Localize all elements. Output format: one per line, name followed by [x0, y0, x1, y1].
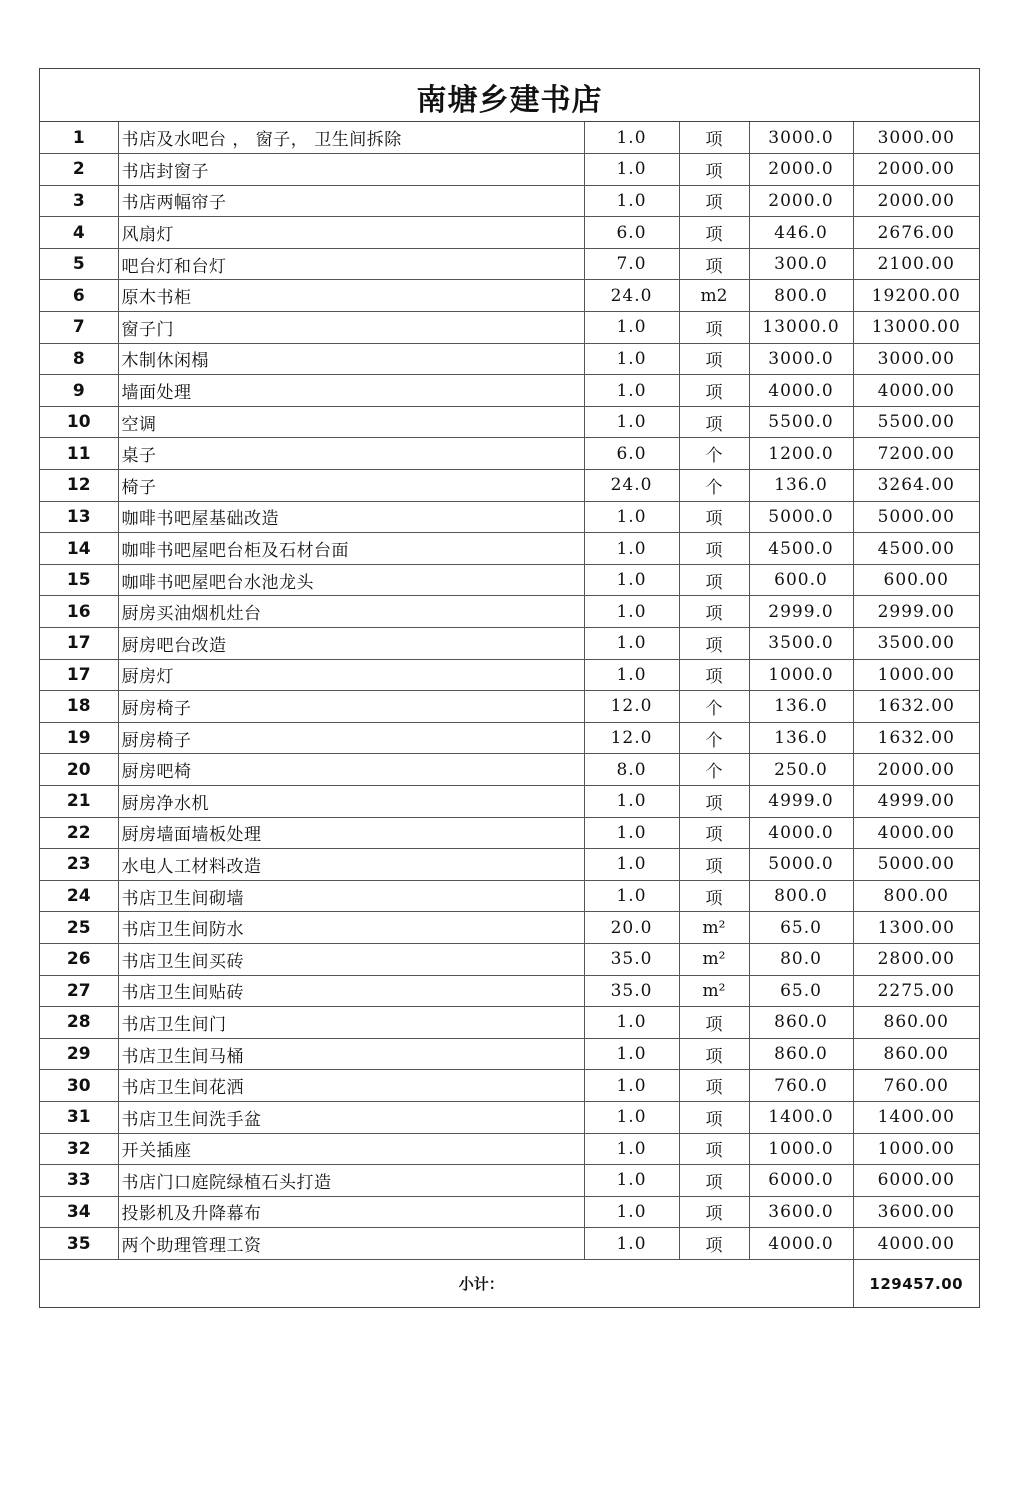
item-quantity: 8.0	[584, 754, 679, 786]
row-number: 6	[40, 280, 118, 312]
table-row	[40, 375, 979, 407]
item-total: 800.00	[853, 880, 979, 912]
item-quantity: 6.0	[584, 438, 679, 470]
sheet-title: 南塘乡建书店	[40, 69, 979, 122]
row-number: 1	[40, 122, 118, 154]
item-quantity: 1.0	[584, 501, 679, 533]
row-number: 2	[40, 154, 118, 186]
row-number: 13	[40, 501, 118, 533]
item-unit: 项	[679, 1007, 749, 1039]
item-quantity: 1.0	[584, 154, 679, 186]
row-number: 14	[40, 533, 118, 565]
item-unit: 项	[679, 406, 749, 438]
item-name: 厨房净水机	[118, 785, 584, 817]
table-row	[40, 154, 979, 186]
item-total: 1000.00	[853, 659, 979, 691]
row-number: 11	[40, 438, 118, 470]
row-number: 16	[40, 596, 118, 628]
item-unit-price: 800.0	[749, 280, 853, 312]
item-unit-price: 3000.0	[749, 122, 853, 154]
row-number: 4	[40, 217, 118, 249]
item-quantity: 35.0	[584, 943, 679, 975]
item-unit: 项	[679, 849, 749, 881]
item-unit-price: 760.0	[749, 1070, 853, 1102]
item-unit-price: 65.0	[749, 975, 853, 1007]
table-row	[40, 185, 979, 217]
item-name: 两个助理管理工资	[118, 1228, 584, 1260]
item-unit: 项	[679, 596, 749, 628]
item-unit: 项	[679, 785, 749, 817]
item-quantity: 1.0	[584, 628, 679, 660]
item-name: 开关插座	[118, 1133, 584, 1165]
item-name: 墙面处理	[118, 375, 584, 407]
item-name: 书店卫生间防水	[118, 912, 584, 944]
table-row	[40, 817, 979, 849]
item-unit: 项	[679, 1070, 749, 1102]
item-unit: m²	[679, 943, 749, 975]
item-total: 2000.00	[853, 185, 979, 217]
item-quantity: 1.0	[584, 1133, 679, 1165]
table-row	[40, 1228, 979, 1260]
item-unit: 项	[679, 1228, 749, 1260]
subtotal-label: 小计：	[40, 1259, 853, 1307]
item-unit: 个	[679, 754, 749, 786]
item-name: 桌子	[118, 438, 584, 470]
table-row	[40, 785, 979, 817]
table-row	[40, 312, 979, 344]
table-row	[40, 248, 979, 280]
item-name: 书店卫生间洗手盆	[118, 1101, 584, 1133]
item-total: 2000.00	[853, 754, 979, 786]
table-row	[40, 1165, 979, 1197]
subtotal-row	[40, 1259, 979, 1307]
table-row	[40, 438, 979, 470]
item-name: 厨房吧台改造	[118, 628, 584, 660]
item-total: 3600.00	[853, 1196, 979, 1228]
item-total: 4000.00	[853, 817, 979, 849]
table-row	[40, 722, 979, 754]
table-row	[40, 691, 979, 723]
item-total: 1400.00	[853, 1101, 979, 1133]
subtotal-value: 129457.00	[853, 1259, 979, 1307]
item-total: 2999.00	[853, 596, 979, 628]
item-total: 6000.00	[853, 1165, 979, 1197]
item-name: 书店卫生间花洒	[118, 1070, 584, 1102]
item-name: 投影机及升降幕布	[118, 1196, 584, 1228]
item-unit: 项	[679, 1038, 749, 1070]
item-name: 厨房灯	[118, 659, 584, 691]
item-unit-price: 2999.0	[749, 596, 853, 628]
item-unit: 项	[679, 1133, 749, 1165]
item-unit: m²	[679, 912, 749, 944]
table-row	[40, 406, 979, 438]
item-quantity: 1.0	[584, 1165, 679, 1197]
item-unit: m²	[679, 975, 749, 1007]
item-unit: 项	[679, 312, 749, 344]
item-unit-price: 5000.0	[749, 849, 853, 881]
item-name: 书店两幅帘子	[118, 185, 584, 217]
item-unit-price: 13000.0	[749, 312, 853, 344]
item-unit: 个	[679, 722, 749, 754]
item-quantity: 20.0	[584, 912, 679, 944]
table-row	[40, 564, 979, 596]
item-name: 空调	[118, 406, 584, 438]
item-name: 厨房吧椅	[118, 754, 584, 786]
table-row	[40, 1133, 979, 1165]
row-number: 19	[40, 722, 118, 754]
item-quantity: 1.0	[584, 596, 679, 628]
item-unit-price: 3000.0	[749, 343, 853, 375]
item-unit-price: 250.0	[749, 754, 853, 786]
item-quantity: 1.0	[584, 375, 679, 407]
item-quantity: 1.0	[584, 880, 679, 912]
table-row	[40, 912, 979, 944]
item-name: 书店卫生间马桶	[118, 1038, 584, 1070]
table-row	[40, 122, 979, 154]
table-row	[40, 659, 979, 691]
item-unit: 项	[679, 1165, 749, 1197]
table-row	[40, 943, 979, 975]
item-unit-price: 2000.0	[749, 154, 853, 186]
item-unit-price: 1400.0	[749, 1101, 853, 1133]
item-unit-price: 3600.0	[749, 1196, 853, 1228]
item-quantity: 24.0	[584, 280, 679, 312]
item-quantity: 1.0	[584, 785, 679, 817]
table-row	[40, 1196, 979, 1228]
item-quantity: 1.0	[584, 659, 679, 691]
row-number: 29	[40, 1038, 118, 1070]
row-number: 3	[40, 185, 118, 217]
row-number: 25	[40, 912, 118, 944]
row-number: 8	[40, 343, 118, 375]
item-quantity: 1.0	[584, 564, 679, 596]
item-quantity: 12.0	[584, 691, 679, 723]
item-total: 7200.00	[853, 438, 979, 470]
item-unit-price: 4000.0	[749, 375, 853, 407]
item-quantity: 1.0	[584, 1070, 679, 1102]
item-name: 书店卫生间砌墙	[118, 880, 584, 912]
item-quantity: 24.0	[584, 470, 679, 502]
row-number: 15	[40, 564, 118, 596]
item-name: 椅子	[118, 470, 584, 502]
item-name: 木制休闲榻	[118, 343, 584, 375]
item-unit: 个	[679, 438, 749, 470]
item-quantity: 7.0	[584, 248, 679, 280]
item-name: 书店卫生间买砖	[118, 943, 584, 975]
item-unit-price: 4999.0	[749, 785, 853, 817]
item-total: 2800.00	[853, 943, 979, 975]
item-quantity: 6.0	[584, 217, 679, 249]
item-name: 咖啡书吧屋基础改造	[118, 501, 584, 533]
item-unit-price: 5000.0	[749, 501, 853, 533]
item-unit-price: 1200.0	[749, 438, 853, 470]
item-unit-price: 5500.0	[749, 406, 853, 438]
item-unit: 项	[679, 659, 749, 691]
item-quantity: 1.0	[584, 185, 679, 217]
row-number: 35	[40, 1228, 118, 1260]
item-unit-price: 4000.0	[749, 1228, 853, 1260]
item-unit: 个	[679, 691, 749, 723]
table-row	[40, 754, 979, 786]
item-name: 咖啡书吧屋吧台柜及石材台面	[118, 533, 584, 565]
item-quantity: 1.0	[584, 1007, 679, 1039]
row-number: 17	[40, 628, 118, 660]
item-quantity: 1.0	[584, 1101, 679, 1133]
item-unit-price: 80.0	[749, 943, 853, 975]
row-number: 24	[40, 880, 118, 912]
item-unit-price: 65.0	[749, 912, 853, 944]
item-total: 600.00	[853, 564, 979, 596]
item-name: 厨房椅子	[118, 691, 584, 723]
item-total: 1632.00	[853, 722, 979, 754]
row-number: 18	[40, 691, 118, 723]
item-unit-price: 300.0	[749, 248, 853, 280]
table-row	[40, 975, 979, 1007]
item-total: 1300.00	[853, 912, 979, 944]
item-total: 2100.00	[853, 248, 979, 280]
item-name: 窗子门	[118, 312, 584, 344]
item-unit: 项	[679, 628, 749, 660]
table-row	[40, 217, 979, 249]
item-total: 4000.00	[853, 1228, 979, 1260]
item-total: 1000.00	[853, 1133, 979, 1165]
row-number: 10	[40, 406, 118, 438]
item-total: 2000.00	[853, 154, 979, 186]
item-unit-price: 4500.0	[749, 533, 853, 565]
item-name: 书店卫生间门	[118, 1007, 584, 1039]
item-total: 5000.00	[853, 501, 979, 533]
item-name: 水电人工材料改造	[118, 849, 584, 881]
item-name: 吧台灯和台灯	[118, 248, 584, 280]
row-number: 31	[40, 1101, 118, 1133]
table-row	[40, 849, 979, 881]
table-row	[40, 628, 979, 660]
item-quantity: 1.0	[584, 1196, 679, 1228]
item-quantity: 1.0	[584, 1228, 679, 1260]
row-number: 21	[40, 785, 118, 817]
item-unit-price: 136.0	[749, 722, 853, 754]
item-unit: 项	[679, 1196, 749, 1228]
item-unit-price: 1000.0	[749, 659, 853, 691]
table-row	[40, 280, 979, 312]
row-number: 5	[40, 248, 118, 280]
item-quantity: 1.0	[584, 533, 679, 565]
item-quantity: 1.0	[584, 312, 679, 344]
item-total: 760.00	[853, 1070, 979, 1102]
item-name: 书店及水吧台 ， 窗子， 卫生间拆除	[118, 122, 584, 154]
item-unit: 项	[679, 564, 749, 596]
item-unit-price: 800.0	[749, 880, 853, 912]
item-name: 风扇灯	[118, 217, 584, 249]
row-number: 34	[40, 1196, 118, 1228]
row-number: 9	[40, 375, 118, 407]
budget-rows	[40, 122, 979, 1259]
table-row	[40, 343, 979, 375]
item-total: 860.00	[853, 1007, 979, 1039]
item-total: 13000.00	[853, 312, 979, 344]
item-name: 书店卫生间贴砖	[118, 975, 584, 1007]
item-unit: 项	[679, 185, 749, 217]
item-unit-price: 2000.0	[749, 185, 853, 217]
item-unit-price: 1000.0	[749, 1133, 853, 1165]
row-number: 12	[40, 470, 118, 502]
item-name: 厨房买油烟机灶台	[118, 596, 584, 628]
item-unit: 项	[679, 343, 749, 375]
item-unit: 项	[679, 1101, 749, 1133]
item-quantity: 1.0	[584, 122, 679, 154]
item-quantity: 35.0	[584, 975, 679, 1007]
table-row	[40, 501, 979, 533]
item-name: 原木书柜	[118, 280, 584, 312]
table-row	[40, 533, 979, 565]
item-total: 2275.00	[853, 975, 979, 1007]
item-quantity: 1.0	[584, 1038, 679, 1070]
item-quantity: 12.0	[584, 722, 679, 754]
table-row	[40, 1070, 979, 1102]
item-unit-price: 4000.0	[749, 817, 853, 849]
item-total: 2676.00	[853, 217, 979, 249]
item-total: 19200.00	[853, 280, 979, 312]
item-quantity: 1.0	[584, 406, 679, 438]
item-name: 书店封窗子	[118, 154, 584, 186]
item-total: 4500.00	[853, 533, 979, 565]
item-total: 3000.00	[853, 343, 979, 375]
item-unit: 项	[679, 122, 749, 154]
item-name: 咖啡书吧屋吧台水池龙头	[118, 564, 584, 596]
item-total: 3500.00	[853, 628, 979, 660]
item-unit: 项	[679, 248, 749, 280]
table-row	[40, 880, 979, 912]
row-number: 30	[40, 1070, 118, 1102]
item-total: 5500.00	[853, 406, 979, 438]
budget-sheet	[39, 68, 980, 1308]
item-total: 4000.00	[853, 375, 979, 407]
row-number: 17	[40, 659, 118, 691]
item-total: 3264.00	[853, 470, 979, 502]
row-number: 22	[40, 817, 118, 849]
item-unit: m2	[679, 280, 749, 312]
table-row	[40, 1101, 979, 1133]
budget-table	[40, 122, 979, 1307]
item-unit: 项	[679, 217, 749, 249]
item-name: 厨房墙面墙板处理	[118, 817, 584, 849]
item-unit: 项	[679, 817, 749, 849]
row-number: 32	[40, 1133, 118, 1165]
row-number: 23	[40, 849, 118, 881]
row-number: 20	[40, 754, 118, 786]
item-name: 厨房椅子	[118, 722, 584, 754]
table-row	[40, 1007, 979, 1039]
row-number: 33	[40, 1165, 118, 1197]
item-unit-price: 3500.0	[749, 628, 853, 660]
row-number: 26	[40, 943, 118, 975]
item-total: 1632.00	[853, 691, 979, 723]
item-unit: 项	[679, 501, 749, 533]
table-row	[40, 470, 979, 502]
item-unit-price: 446.0	[749, 217, 853, 249]
row-number: 27	[40, 975, 118, 1007]
item-unit: 项	[679, 533, 749, 565]
item-unit-price: 600.0	[749, 564, 853, 596]
item-total: 3000.00	[853, 122, 979, 154]
table-row	[40, 596, 979, 628]
table-row	[40, 1038, 979, 1070]
item-unit-price: 860.0	[749, 1007, 853, 1039]
item-quantity: 1.0	[584, 343, 679, 375]
item-total: 5000.00	[853, 849, 979, 881]
item-unit-price: 6000.0	[749, 1165, 853, 1197]
item-unit: 项	[679, 375, 749, 407]
row-number: 28	[40, 1007, 118, 1039]
item-quantity: 1.0	[584, 849, 679, 881]
item-unit: 个	[679, 470, 749, 502]
item-total: 4999.00	[853, 785, 979, 817]
item-unit-price: 136.0	[749, 691, 853, 723]
row-number: 7	[40, 312, 118, 344]
item-total: 860.00	[853, 1038, 979, 1070]
item-quantity: 1.0	[584, 817, 679, 849]
item-unit-price: 860.0	[749, 1038, 853, 1070]
item-unit: 项	[679, 880, 749, 912]
item-unit-price: 136.0	[749, 470, 853, 502]
item-name: 书店门口庭院绿植石头打造	[118, 1165, 584, 1197]
item-unit: 项	[679, 154, 749, 186]
